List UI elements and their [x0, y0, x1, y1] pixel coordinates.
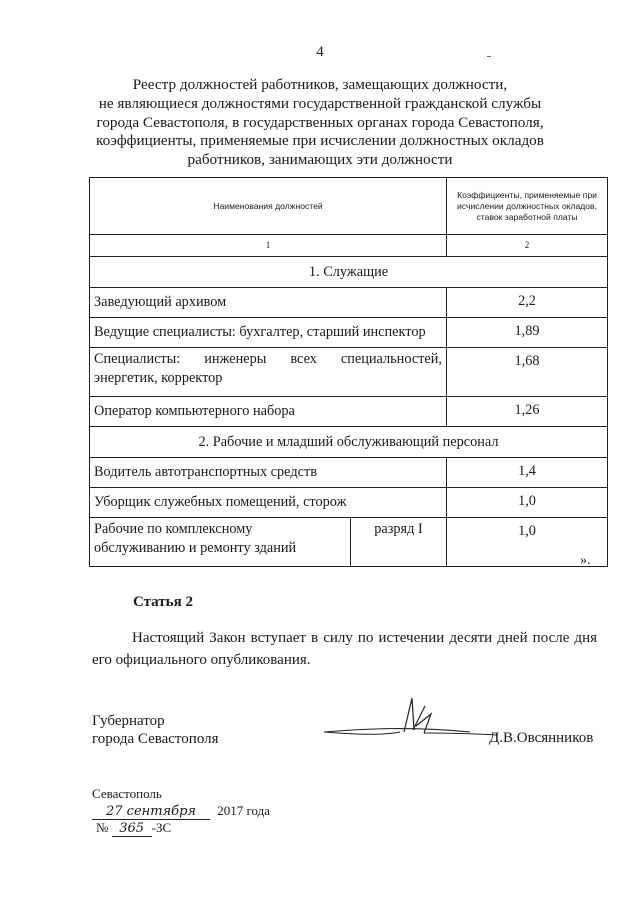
position-name: Уборщик служебных помещений, сторож — [90, 488, 447, 518]
governor-name: Д.В.Овсянников — [489, 730, 594, 746]
position-name — [90, 348, 447, 397]
signatory-position — [92, 712, 219, 748]
coefficient-value: 2,2 — [447, 288, 608, 318]
table-row — [90, 288, 608, 318]
table-row — [90, 518, 608, 567]
section-heading-employees: 1. Служащие — [90, 257, 608, 288]
handwritten-signature — [300, 692, 500, 744]
page-number: 4 — [316, 44, 324, 60]
position-name: Водитель автотранспортных средств — [90, 458, 447, 488]
coefficient-value: 1,0 — [447, 488, 608, 518]
title-line-1: Реестр должностей работников, замещающих должности, — [132, 76, 508, 93]
signing-date — [92, 803, 352, 820]
column-number-2: 2 — [447, 235, 608, 257]
title-line-4: коэффициенты, применяемые при исчислении должностных окладов — [96, 132, 544, 150]
section-row — [90, 257, 608, 288]
article-heading: Статья 2 — [133, 594, 193, 610]
coefficient-value: 1,0 — [447, 518, 608, 567]
coefficient-value: 1,89 — [447, 318, 608, 348]
position-name-line-1: Рабочие по комплексному — [94, 521, 253, 537]
position-grade: разряд I — [351, 518, 447, 567]
number-sign: № — [96, 820, 109, 835]
law-number — [96, 820, 171, 837]
article-text: Настоящий Закон вступает в силу по истечении десяти дней после дня его официального опубликования. — [92, 630, 597, 668]
positions-table — [89, 177, 608, 567]
section-heading-workers: 2. Рабочие и младший обслуживающий персонал — [90, 427, 608, 458]
title-line-3: города Севастополя, в государственных органах города Севастополя, — [96, 113, 544, 131]
title-line-2: не являющиеся должностями государственной гражданской службы — [98, 94, 542, 112]
position-name: Ведущие специалисты: бухгалтер, старший инспектор — [90, 318, 447, 348]
position-name-line-2: обслуживанию и ремонту зданий — [94, 540, 297, 556]
position-line-2: города Севастополя — [92, 731, 219, 747]
signing-city: Севастополь — [92, 786, 162, 801]
table-row — [90, 397, 608, 427]
number-suffix: -ЗС — [151, 820, 172, 835]
position-name: Оператор компьютерного набора — [90, 397, 447, 427]
closing-quote: ». — [580, 553, 591, 568]
table-row — [90, 318, 608, 348]
handwritten-date: 27 сентября — [92, 804, 210, 820]
position-name — [90, 518, 351, 567]
section-row — [90, 427, 608, 458]
position-line-1: Губернатор — [92, 713, 165, 729]
table-numbering-row — [90, 235, 608, 257]
coefficient-value: 1,68 — [447, 348, 608, 397]
table-header-row — [90, 178, 608, 235]
table-row — [90, 488, 608, 518]
column-number-1: 1 — [90, 235, 447, 257]
table-row — [90, 348, 608, 397]
position-name: Заведующий архивом — [90, 288, 447, 318]
scan-speck — [487, 56, 491, 57]
coefficient-value: 1,26 — [447, 397, 608, 427]
document-title — [60, 76, 580, 170]
header-positions: Наименования должностей — [90, 178, 447, 235]
position-name-line-1: Специалисты: инженеры всех специальностей, — [94, 351, 443, 367]
header-coefficients: Коэффициенты, применяемые при исчислении должностных окладов, ставок заработной платы — [447, 178, 608, 235]
handwritten-number: 365 — [112, 821, 152, 837]
signing-year: 2017 года — [217, 803, 271, 818]
title-line-5: работников, занимающих эти должности — [187, 151, 453, 169]
position-name-line-2: энергетик, корректор — [94, 370, 223, 386]
coefficient-value: 1,4 — [447, 458, 608, 488]
table-row — [90, 458, 608, 488]
